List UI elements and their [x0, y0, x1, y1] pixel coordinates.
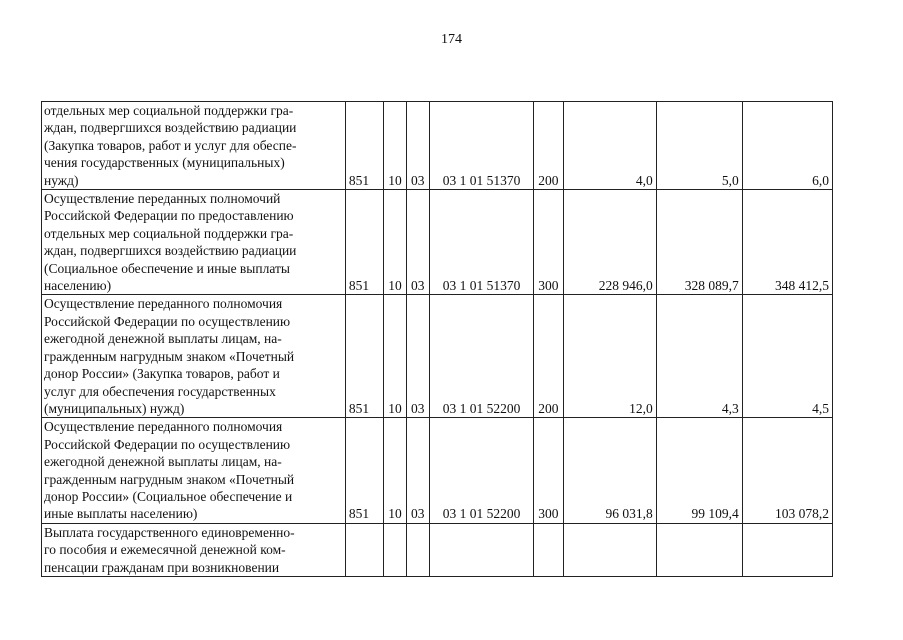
expense-name-line: ждан, подвергшихся воздействию радиации [44, 243, 297, 259]
expense-type-cell: 200 [534, 102, 563, 190]
expense-name-line: Выплата государственного единовременно- [44, 524, 295, 540]
section-code-cell [384, 523, 406, 576]
expense-name-line: го пособия и ежемесячной денежной ком- [44, 542, 286, 558]
section-code-cell: 10 [384, 190, 406, 295]
expense-name-line: Российской Федерации по предоставлению [44, 208, 294, 224]
section-code-cell: 10 [384, 418, 406, 523]
expense-name-line: Российской Федерации по осуществлению [44, 313, 291, 329]
expense-name-line: гражденным нагрудным знаком «Почетный [44, 471, 295, 487]
expense-name-line: иные выплаты населению) [44, 506, 198, 522]
amount-year3-cell [742, 523, 832, 576]
expense-name-line: (Социальное обеспечение и иные выплаты [44, 260, 290, 276]
expense-name-cell [42, 102, 346, 190]
expense-name-line: Российской Федерации по осуществлению [44, 436, 291, 452]
amount-year3-cell: 6,0 [742, 102, 832, 190]
amount-year1-cell: 4,0 [563, 102, 656, 190]
ministry-code-cell: 851 [345, 190, 383, 295]
expense-name-cell [42, 418, 346, 523]
expense-name-line: ждан, подвергшихся воздействию радиации [44, 120, 297, 136]
table-row [42, 102, 833, 190]
ministry-code-cell: 851 [345, 295, 383, 418]
expense-name-line: населению) [44, 278, 112, 294]
amount-year2-cell: 4,3 [656, 295, 742, 418]
amount-year1-cell [563, 523, 656, 576]
expense-type-cell: 300 [534, 418, 563, 523]
page-number: 174 [441, 32, 462, 47]
table-row [42, 523, 833, 576]
expense-name-line: отдельных мер социальной поддержки гра- [44, 103, 294, 118]
amount-year1-cell: 96 031,8 [563, 418, 656, 523]
ministry-code-cell: 851 [345, 418, 383, 523]
amount-year1-cell: 12,0 [563, 295, 656, 418]
ministry-code-cell [345, 523, 383, 576]
target-article-cell: 03 1 01 51370 [429, 102, 533, 190]
expense-name-line: донор России» (Социальное обеспечение и [44, 488, 293, 504]
expense-name-cell [42, 190, 346, 295]
expense-name-line: Осуществление переданного полномочия [44, 419, 283, 435]
expense-name-cell [42, 523, 346, 576]
expense-name-line: ежегодной денежной выплаты лицам, на- [44, 454, 282, 470]
subsection-code-cell: 03 [406, 190, 429, 295]
expense-type-cell: 200 [534, 295, 563, 418]
subsection-code-cell: 03 [406, 295, 429, 418]
expense-name-line: донор России» (Закупка товаров, работ и [44, 366, 280, 382]
expense-type-cell [534, 523, 563, 576]
expense-type-cell: 300 [534, 190, 563, 295]
expense-name-line: услуг для обеспечения государственных [44, 383, 276, 399]
expense-name-line: (муниципальных) нужд) [44, 400, 185, 416]
amount-year2-cell: 5,0 [656, 102, 742, 190]
amount-year2-cell: 99 109,4 [656, 418, 742, 523]
table-row [42, 190, 833, 295]
expense-name-line: ежегодной денежной выплаты лицам, на- [44, 331, 282, 347]
target-article-cell: 03 1 01 52200 [429, 295, 533, 418]
budget-table [41, 101, 833, 577]
amount-year1-cell: 228 946,0 [563, 190, 656, 295]
expense-name-line: отдельных мер социальной поддержки гра- [44, 225, 294, 241]
expense-name-line: Осуществление переданного полномочия [44, 296, 283, 312]
expense-name-line: пенсации гражданам при возникновении [44, 559, 280, 575]
amount-year3-cell: 103 078,2 [742, 418, 832, 523]
expense-name-line: Осуществление переданных полномочий [44, 191, 281, 207]
amount-year2-cell [656, 523, 742, 576]
subsection-code-cell: 03 [406, 102, 429, 190]
expense-name-cell [42, 295, 346, 418]
ministry-code-cell: 851 [345, 102, 383, 190]
target-article-cell: 03 1 01 52200 [429, 418, 533, 523]
subsection-code-cell: 03 [406, 418, 429, 523]
table-row [42, 295, 833, 418]
section-code-cell: 10 [384, 295, 406, 418]
expense-name-line: (Закупка товаров, работ и услуг для обеспе- [44, 137, 297, 153]
table-row [42, 418, 833, 523]
expense-name-line: чения государственных (муниципальных) [44, 155, 285, 171]
section-code-cell: 10 [384, 102, 406, 190]
amount-year3-cell: 348 412,5 [742, 190, 832, 295]
target-article-cell [429, 523, 533, 576]
amount-year3-cell: 4,5 [742, 295, 832, 418]
expense-name-line: нужд) [44, 172, 79, 188]
target-article-cell: 03 1 01 51370 [429, 190, 533, 295]
subsection-code-cell [406, 523, 429, 576]
amount-year2-cell: 328 089,7 [656, 190, 742, 295]
expense-name-line: гражденным нагрудным знаком «Почетный [44, 348, 295, 364]
